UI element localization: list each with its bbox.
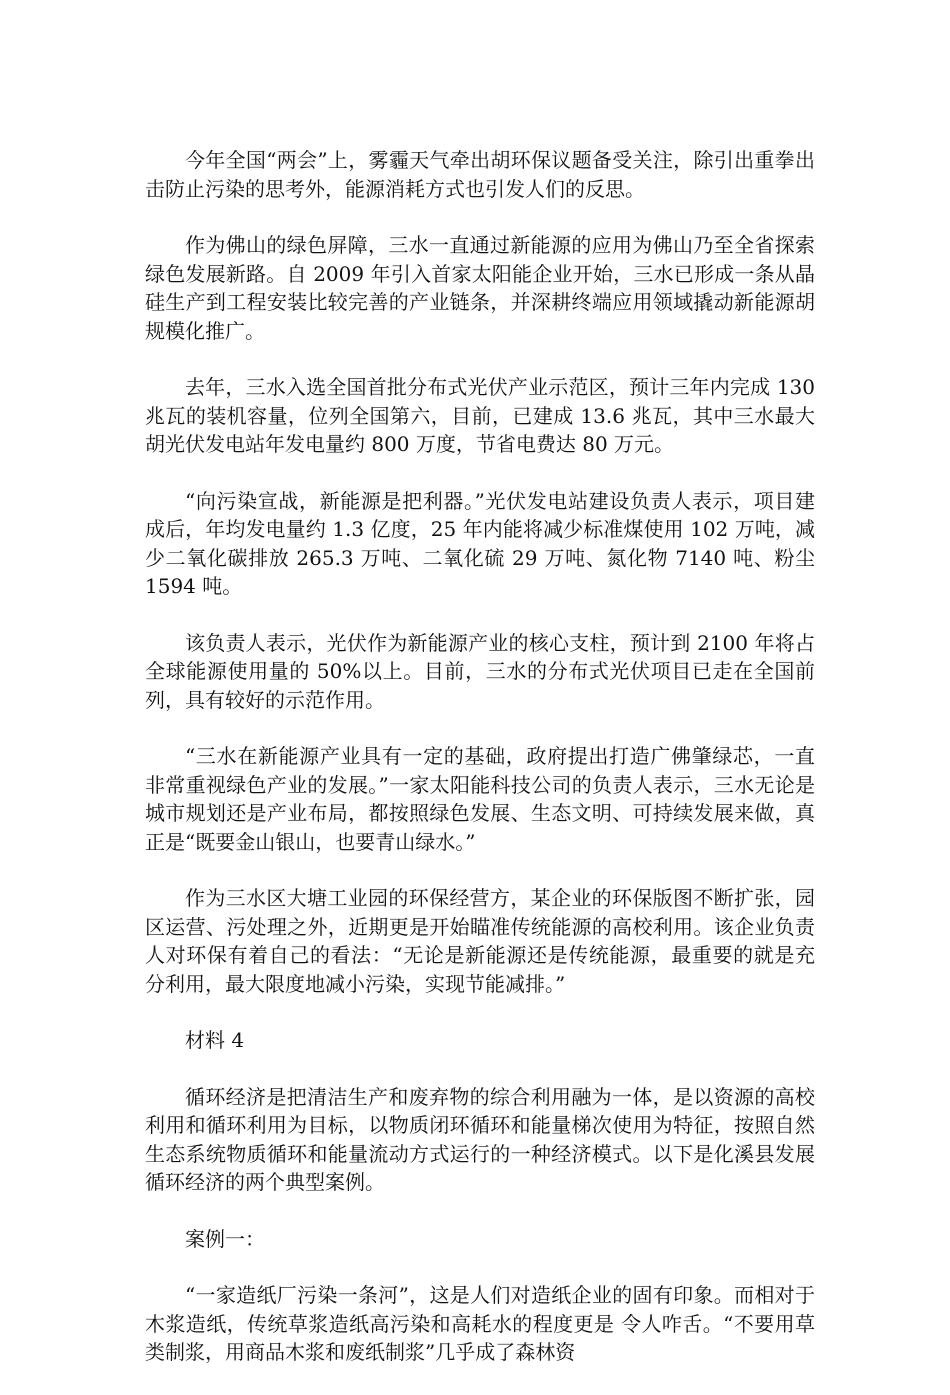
paragraph-pv-pillar: 该负责人表示，光伏作为新能源产业的核心支柱，预计到 2100 年将占全球能源使用量的 50%以上。目前，三水的分布式光伏项目已走在全国前列，具有较好的示范作用。 <box>145 630 815 712</box>
paragraph-two-sessions: 今年全国“两会”上，雾霾天气牵出胡环保议题备受关注，除引出重拳出击防止污染的思考外，能源消耗方式也引发人们的反思。 <box>145 148 815 201</box>
paragraph-pollution-war: “向污染宣战，新能源是把利器。”光伏发电站建设负责人表示，项目建成后，年均发电量约 1.3 亿度，25 年内能将减少标准煤使用 102 万吨，减少二氧化碳排放 265.3 万吨、二氧化硫 29 万吨、氮化物 7140 吨、粉尘 1594 吨。 <box>145 488 815 598</box>
paragraph-green-barrier: 作为佛山的绿色屏障，三水一直通过新能源的应用为佛山乃至全省探索绿色发展新路。自 2009 年引入首家太阳能企业开始，三水已形成一条从晶硅生产到工程安装比较完善的产业链条，并深耕终端应用领域撬动新能源胡规模化推广。 <box>145 233 815 343</box>
section-heading-material-4: 材料 4 <box>185 1028 245 1052</box>
case-heading-one: 案例一： <box>185 1226 265 1251</box>
paragraph-paper-mill: “一家造纸厂污染一条河”，这是人们对造纸企业的固有印象。而相对于木浆造纸，传统草浆造纸高污染和高耗水的程度更是 令人咋舌。“不要用草类制浆，用商品木浆和废纸制浆”几乎成了森林资 <box>145 1283 815 1364</box>
paragraph-industrial-park: 作为三水区大塘工业园的环保经营方，某企业的环保版图不断扩张，园区运营、污处理之外，近期更是开始瞄准传统能源的高校利用。该企业负责人对环保有着自己的看法：“无论是新能源还是传统能源，最重要的就是充分利用，最大限度地减小污染，实现节能减排。” <box>145 886 815 996</box>
paragraph-pv-demo-zone: 去年，三水入选全国首批分布式光伏产业示范区，预计三年内完成 130 兆瓦的装机容量，位列全国第六，目前，已建成 13.6 兆瓦，其中三水最大胡光伏发电站年发电量约 800 万度，节省电费达 80 万元。 <box>145 375 815 456</box>
paragraph-circular-economy: 循环经济是把清洁生产和废弃物的综合利用融为一体，是以资源的高校利用和循环利用为目标，以物质闭环循环和能量梯次使用为特征，按照自然生态系统物质循环和能量流动方式运行的一种经济模式。以下是化溪县发展循环经济的两个典型案例。 <box>145 1084 815 1194</box>
paragraph-green-industry: “三水在新能源产业具有一定的基础，政府提出打造广佛肇绿芯，一直非常重视绿色产业的发展。”一家太阳能科技公司的负责人表示，三水无论是城市规划还是产业布局，都按照绿色发展、生态文明、可持续发展来做，真正是“既要金山银山，也要青山绿水。” <box>145 744 815 854</box>
document-body <box>145 146 815 1395</box>
